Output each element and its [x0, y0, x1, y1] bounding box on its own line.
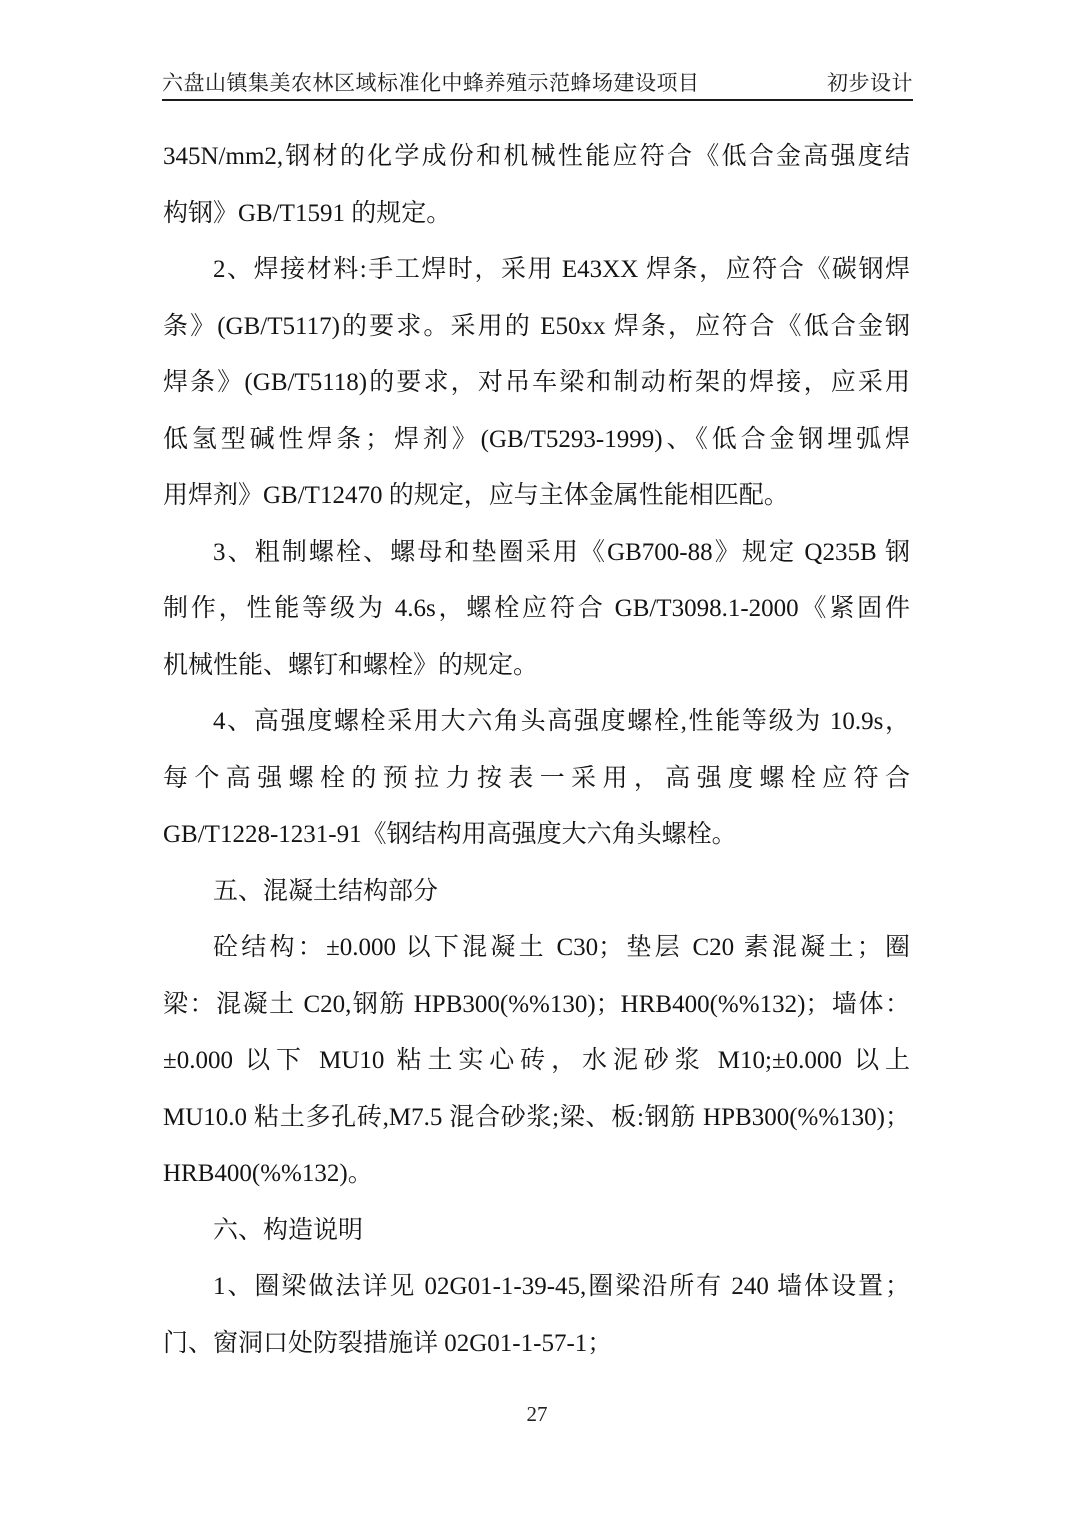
- body-line: 焊条》(GB/T5118)的要求，对吊车梁和制动桁架的焊接，应采用: [163, 369, 910, 396]
- page-header: [162, 70, 913, 101]
- body-line: 机械性能、螺钉和螺栓》的规定。: [163, 651, 539, 679]
- header-doc-stage: 初步设计: [827, 72, 913, 95]
- body-line: 345N/mm2,钢材的化学成份和机械性能应符合《低合金高强度结: [163, 143, 910, 170]
- body-line: 低氢型碱性焊条；焊剂》(GB/T5293-1999)、《低合金钢埋弧焊: [163, 425, 910, 453]
- body-line: 用焊剂》GB/T12470 的规定，应与主体金属性能相匹配。: [163, 482, 789, 509]
- body-line: 构钢》GB/T1591 的规定。: [163, 199, 452, 227]
- body-line: 4、高强度螺栓采用大六角头高强度螺栓,性能等级为 10.9s，: [213, 708, 910, 735]
- body-line: ±0.000 以下 MU10 粘土实心砖，水泥砂浆 M10;±0.000 以上: [163, 1047, 910, 1074]
- body-line: 砼结构：±0.000 以下混凝土 C30；垫层 C20 素混凝土；圈: [213, 934, 910, 961]
- body-line: 条》(GB/T5117)的要求。采用的 E50xx 焊条，应符合《低合金钢: [163, 312, 910, 340]
- body-line: 3、粗制螺栓、螺母和垫圈采用《GB700-88》规定 Q235B 钢: [213, 538, 910, 566]
- body-line: 门、窗洞口处防裂措施详 02G01-1-57-1；: [163, 1329, 613, 1357]
- body-line: GB/T1228-1231-91《钢结构用高强度大六角头螺栓。: [163, 821, 737, 848]
- document-body: [163, 129, 910, 1372]
- body-line: 2、焊接材料:手工焊时，采用 E43XX 焊条，应符合《碳钢焊: [213, 256, 910, 283]
- body-line: 六、构造说明: [213, 1216, 364, 1244]
- body-line: 1、圈梁做法详见 02G01-1-39-45,圈梁沿所有 240 墙体设置；: [213, 1273, 910, 1300]
- body-line: MU10.0 粘土多孔砖,M7.5 混合砂浆;梁、板:钢筋 HPB300(%%130)；: [163, 1103, 910, 1131]
- body-line: 制作，性能等级为 4.6s，螺栓应符合 GB/T3098.1-2000《紧固件: [163, 595, 910, 622]
- body-line: 梁：混凝土 C20,钢筋 HPB300(%%130)；HRB400(%%132)；墙体：: [163, 990, 910, 1018]
- page-number: 27: [526, 1402, 548, 1426]
- header-project-title: 六盘山镇集美农林区域标准化中蜂养殖示范蜂场建设项目: [162, 72, 700, 95]
- body-line: 每个高强螺栓的预拉力按表一采用，高强度螺栓应符合: [163, 764, 910, 792]
- body-line: 五、混凝土结构部分: [213, 877, 439, 905]
- body-line: HRB400(%%132)。: [163, 1160, 373, 1187]
